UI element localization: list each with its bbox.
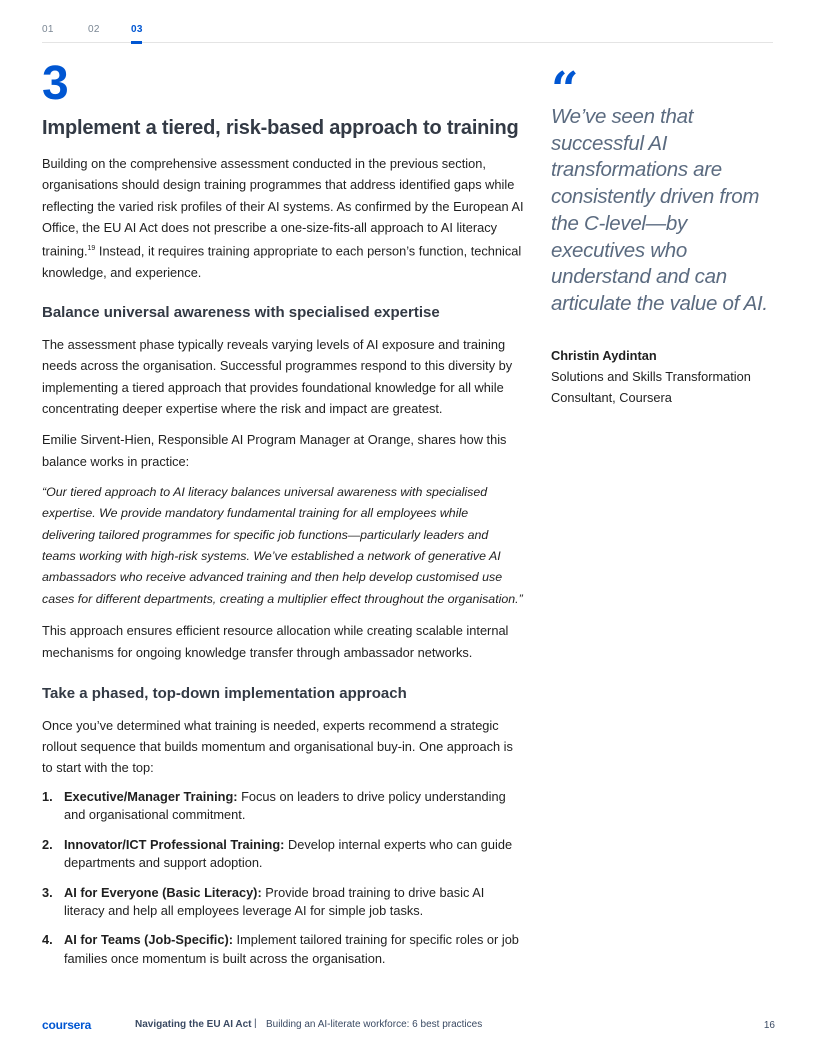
intro-text-cont: Instead, it requires training appropriate to each person’s function, technical knowledge, and experience. xyxy=(42,243,522,280)
step-number: 2. xyxy=(42,836,53,852)
list-item xyxy=(42,931,524,968)
phased-intro: Once you’ve determined what training is needed, experts recommend a strategic rollout sequence that builds momentum and organisational buy-in. One approach is to start with the top: xyxy=(42,717,513,776)
step-label: AI for Teams (Job-Specific): xyxy=(64,932,233,948)
section-tabs xyxy=(42,0,773,43)
pull-quote-role: Solutions and Skills Transformation Consultant, Coursera xyxy=(551,368,751,405)
subheading-phased: Take a phased, top-down implementation approach xyxy=(42,684,407,702)
balance-paragraph-1: The assessment phase typically reveals varying levels of AI exposure and training needs across the organisation. Successful programmes respond to this diversity by implementing a tiered approach that provides foundational knowledge for all while concentrating deeper expertise where the risk and impact are greatest. xyxy=(42,337,513,416)
step-text: Focus on leaders to drive policy understanding and organisational commitment. xyxy=(64,788,506,823)
list-item xyxy=(42,884,524,921)
rollout-steps-list xyxy=(42,788,524,968)
list-item xyxy=(42,788,524,825)
page-number: 16 xyxy=(763,1020,775,1031)
tab-01[interactable]: 01 xyxy=(42,24,54,35)
pull-quote xyxy=(551,66,779,408)
tab-02[interactable]: 02 xyxy=(88,24,100,35)
section-number: 3 xyxy=(42,57,69,110)
footer-subtitle: Building an AI-literate workforce: 6 best practices xyxy=(266,1019,483,1030)
intro-text: Building on the comprehensive assessment conducted in the previous section, organisations should design training programmes that address identified gaps while reflecting the varied risk profiles of their AI systems. As confirmed by the European AI Office, the EU AI Act does not prescribe a one-size-fits-all approach to AI literacy training. xyxy=(42,156,524,259)
main-column xyxy=(42,58,524,979)
pull-quote-author: Christin Aydintan xyxy=(551,347,657,363)
section-title: Implement a tiered, risk-based approach to training xyxy=(42,117,519,139)
step-label: Innovator/ICT Professional Training: xyxy=(64,836,285,852)
step-text: Develop internal experts who can guide departments and support adoption. xyxy=(64,836,513,870)
footnote-ref[interactable]: 19 xyxy=(87,245,96,253)
balance-paragraph-3: This approach ensures efficient resource allocation while creating scalable internal mechanisms for ongoing knowledge transfer through ambassador networks. xyxy=(42,623,509,660)
step-label: Executive/Manager Training: xyxy=(64,788,238,804)
balance-paragraph-2: Emilie Sirvent-Hien, Responsible AI Program Manager at Orange, shares how this balance works in practice: xyxy=(42,432,507,469)
quote-mark-icon: “ xyxy=(551,66,579,102)
page-footer xyxy=(42,1018,775,1034)
pull-quote-text: We’ve seen that successful AI transformations are consistently driven from the C-level—by executives who understand and can articulate the value of AI. xyxy=(551,105,768,315)
active-tab-indicator xyxy=(131,41,142,44)
step-text: Provide broad training to drive basic AI literacy and help all employees leverage AI for simple job tasks. xyxy=(64,884,485,918)
subheading-balance: Balance universal awareness with specialised expertise xyxy=(42,304,440,322)
orange-quote: “Our tiered approach to AI literacy balances universal awareness with specialised expertise. We provide mandatory fundamental training for all employees while delivering tailored programmes for specific job functions—particularly leaders and teams working with high-risk systems. We’ve established a network of generative AI ambassadors who receive advanced training and then help develop customised use cases for different departments, creating a multiplier effect throughout the organisation.” xyxy=(42,484,523,606)
step-number: 1. xyxy=(42,788,53,804)
step-label: AI for Everyone (Basic Literacy): xyxy=(64,884,262,900)
intro-paragraph xyxy=(42,153,524,283)
step-number: 4. xyxy=(42,932,53,948)
coursera-logo[interactable]: coursera xyxy=(42,1018,92,1032)
list-item xyxy=(42,836,524,873)
step-text: Implement tailored training for specific roles or job families once momentum is built across the organisation. xyxy=(64,932,519,966)
footer-doc-title: Navigating the EU AI Act xyxy=(135,1019,252,1030)
footer-separator: | xyxy=(254,1018,257,1029)
step-number: 3. xyxy=(42,884,53,900)
tab-03-active[interactable]: 03 xyxy=(131,24,143,35)
